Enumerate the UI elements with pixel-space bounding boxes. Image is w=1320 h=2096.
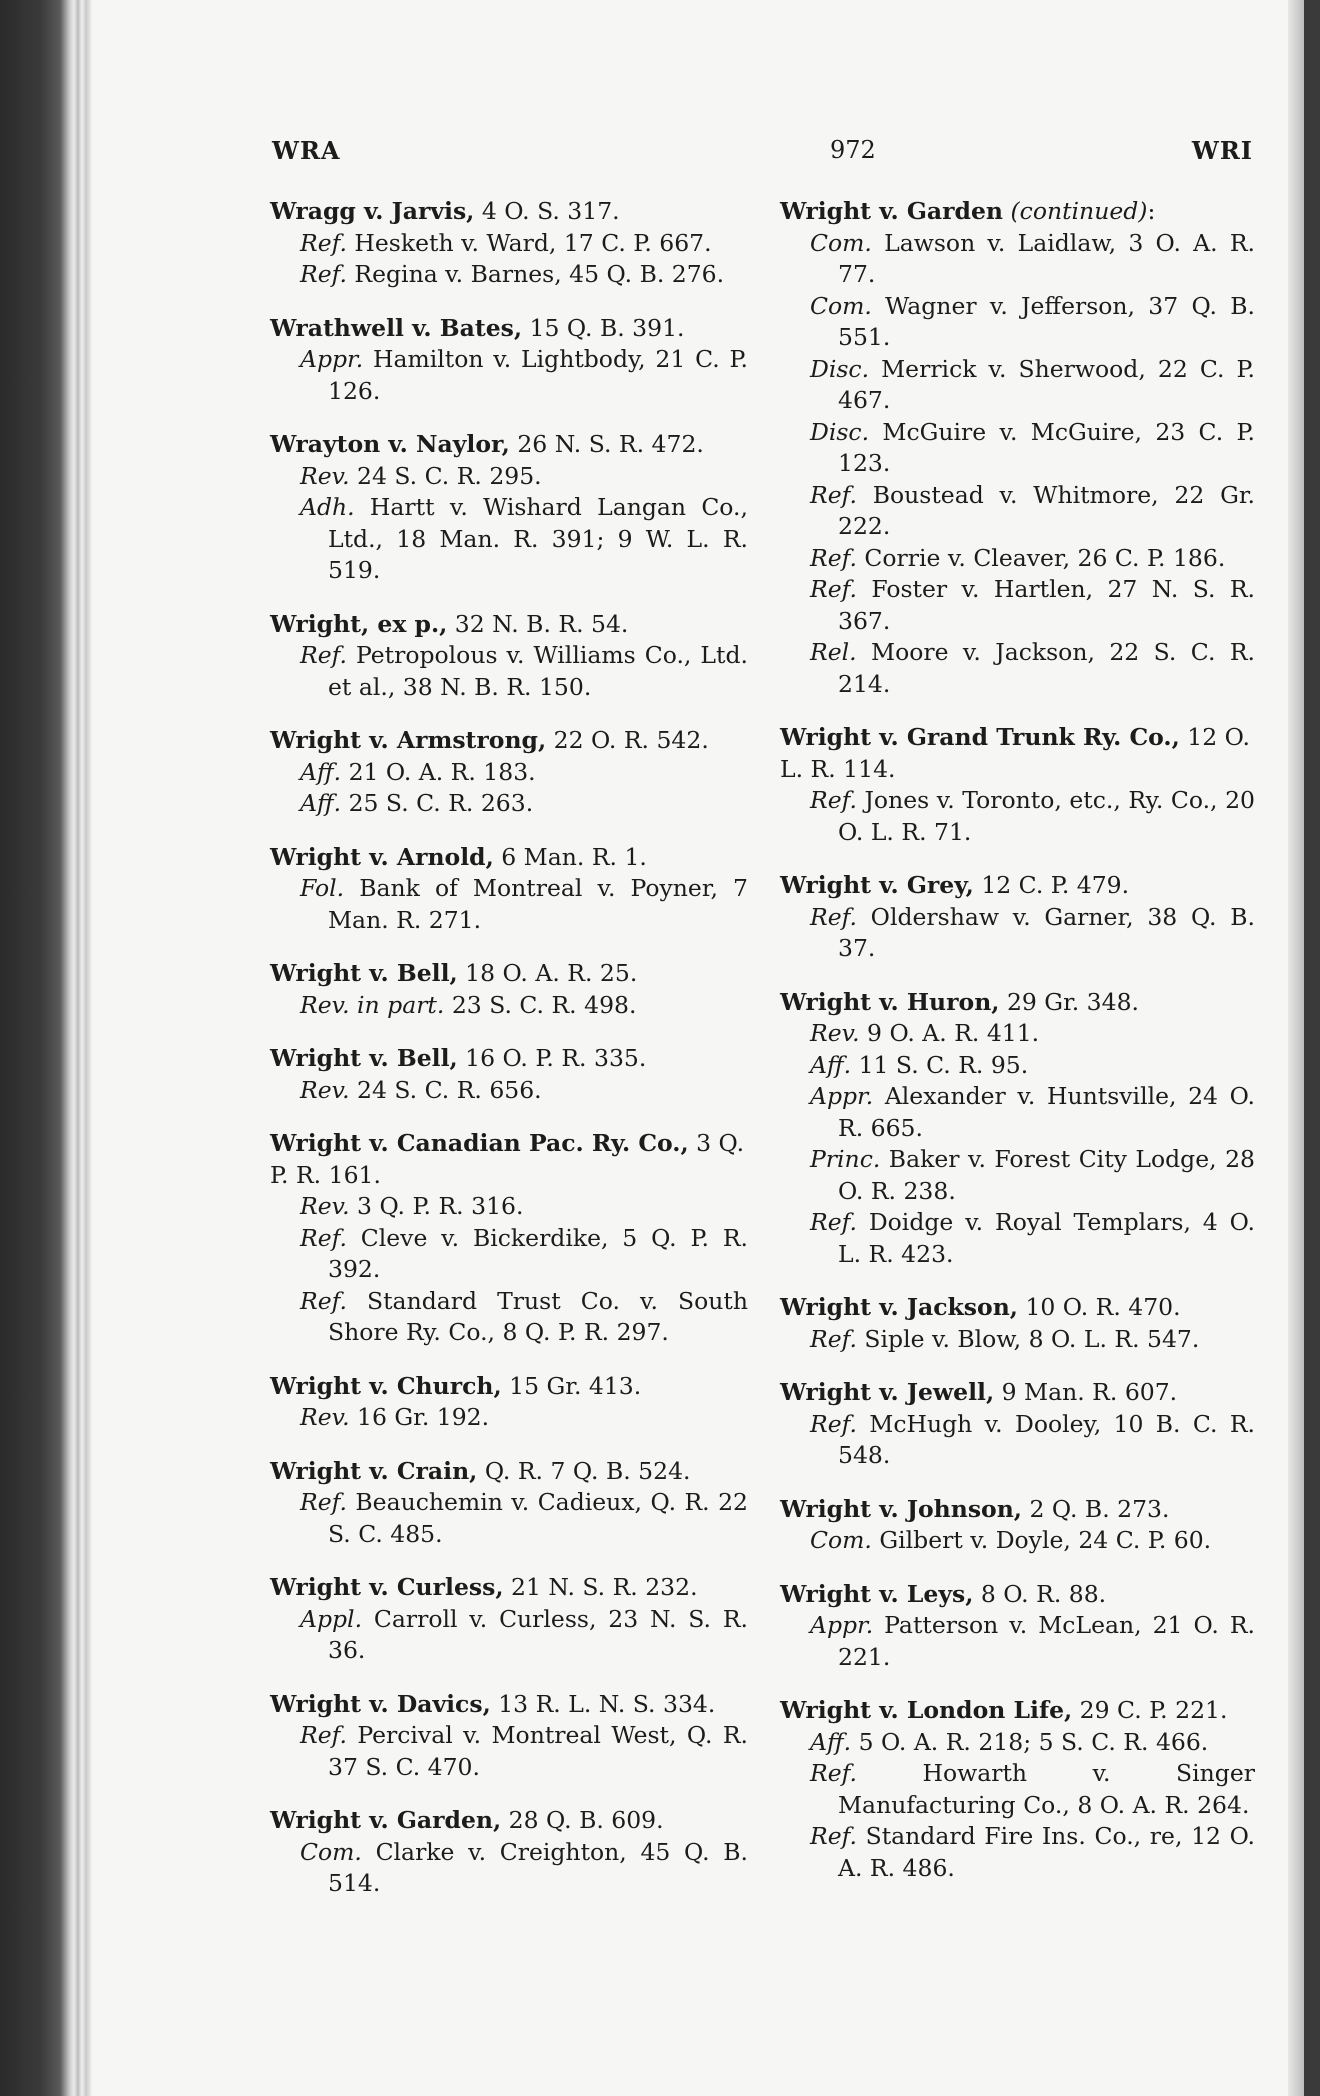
case-name: Wright v. Church,	[270, 1371, 502, 1400]
reference-text: Hamilton v. Lightbody, 21 C. P. 126.	[328, 345, 748, 405]
case-name: Wright v. Jewell,	[780, 1378, 995, 1406]
reference-text: Howarth v. Singer Manufacturing Co., 8 O. A. R. 264.	[838, 1759, 1255, 1819]
reference-line	[780, 1727, 1255, 1759]
case-entry	[270, 1689, 748, 1784]
case-heading	[270, 313, 748, 345]
reference-text: Merrick v. Sherwood, 22 C. P. 467.	[838, 354, 1255, 414]
case-entry	[270, 1043, 748, 1106]
treatment-label: Ref.	[810, 902, 857, 931]
case-entry	[270, 196, 748, 291]
reference-text: Lawson v. Laidlaw, 3 O. A. R. 77.	[838, 228, 1255, 288]
reference-line	[780, 1610, 1255, 1673]
case-heading	[270, 1572, 748, 1604]
treatment-label: Rel.	[810, 638, 857, 666]
reference-line	[780, 1144, 1255, 1207]
treatment-label: Adh.	[300, 493, 355, 521]
case-name: Wragg v. Jarvis,	[270, 197, 475, 225]
reference-line	[270, 1487, 748, 1550]
treatment-label: Aff.	[810, 1727, 852, 1756]
case-citation: 21 N. S. R. 232.	[503, 1573, 698, 1601]
treatment-label: Appr.	[300, 345, 364, 373]
reference-text: Standard Trust Co. v. South Shore Ry. Co., 8 Q. P. R. 297.	[328, 1286, 748, 1346]
right-column	[780, 196, 1255, 1906]
case-name: Wright v. Jackson,	[780, 1293, 1018, 1321]
reference-line	[780, 1525, 1255, 1557]
reference-line	[780, 785, 1255, 848]
treatment-label: Princ.	[810, 1145, 881, 1173]
reference-line	[270, 1720, 748, 1783]
reference-text: Wagner v. Jefferson, 37 Q. B. 551.	[838, 291, 1255, 351]
treatment-label: Disc.	[810, 354, 870, 383]
case-citation: 6 Man. R. 1.	[493, 842, 647, 871]
case-entry	[780, 987, 1255, 1271]
reference-line	[270, 1837, 748, 1900]
case-name: Wright v. Johnson,	[780, 1494, 1022, 1523]
reference-text: Regina v. Barnes, 45 Q. B. 276.	[346, 260, 725, 288]
case-heading	[780, 1494, 1255, 1526]
reference-text: Standard Fire Ins. Co., re, 12 O. A. R. 486.	[838, 1822, 1255, 1882]
case-entry	[780, 1292, 1255, 1355]
running-header	[178, 136, 1253, 172]
treatment-label: Ref.	[300, 1286, 347, 1315]
treatment-label: Ref.	[810, 1759, 857, 1787]
reference-text: Doidge v. Royal Templars, 4 O. L. R. 423.	[838, 1208, 1255, 1268]
reference-text: McGuire v. McGuire, 23 C. P. 123.	[838, 417, 1255, 477]
reference-line	[270, 788, 748, 820]
treatment-label: Ref.	[810, 1208, 857, 1236]
case-entry	[780, 1695, 1255, 1884]
treatment-label: Ref.	[810, 575, 857, 603]
case-entry	[270, 1805, 748, 1900]
case-entry	[270, 1371, 748, 1434]
case-name: Wright v. Bell,	[270, 959, 458, 987]
case-citation: 15 Gr. 413.	[501, 1371, 642, 1400]
case-heading	[270, 1805, 748, 1837]
treatment-label: Rev.	[300, 1403, 350, 1431]
treatment-label: Ref.	[810, 1324, 857, 1353]
left-column	[270, 196, 748, 1922]
treatment-label: Appl.	[300, 1604, 363, 1633]
reference-line	[780, 354, 1255, 417]
treatment-label: Ref.	[810, 543, 857, 572]
case-citation: 3 Q. P. R. 161.	[270, 1129, 745, 1189]
reference-text: 23 S. C. R. 498.	[444, 990, 637, 1019]
treatment-label: Rev.	[810, 1019, 860, 1047]
reference-line	[780, 1821, 1255, 1884]
case-name: Wright v. Leys,	[780, 1579, 974, 1608]
reference-text: Petropolous v. Williams Co., Ltd. et al., 38 N. B. R. 150.	[328, 641, 748, 701]
case-citation: 2 Q. B. 273.	[1022, 1494, 1170, 1523]
reference-line	[780, 1324, 1255, 1356]
case-heading	[270, 958, 748, 990]
reference-text: Siple v. Blow, 8 O. L. R. 547.	[856, 1324, 1200, 1353]
treatment-label: Rev. in part.	[300, 990, 445, 1019]
case-heading	[270, 1043, 748, 1075]
case-citation: Q. R. 7 Q. B. 524.	[477, 1456, 691, 1485]
reference-text: 21 O. A. R. 183.	[341, 757, 536, 786]
case-heading	[270, 842, 748, 874]
reference-line	[270, 1286, 748, 1349]
page-shadow	[1288, 0, 1304, 2096]
treatment-label: Ref.	[300, 1223, 347, 1252]
case-name: Wright v. Davics,	[270, 1689, 491, 1718]
case-entry	[270, 1128, 748, 1349]
reference-line	[780, 1018, 1255, 1050]
reference-line	[270, 1402, 748, 1434]
case-entry	[270, 842, 748, 937]
case-entry	[270, 1572, 748, 1667]
reference-line	[270, 344, 748, 407]
reference-line	[780, 1409, 1255, 1472]
reference-text: Oldershaw v. Garner, 38 Q. B. 37.	[838, 902, 1255, 962]
case-citation: 12 C. P. 479.	[973, 871, 1130, 899]
case-name: Wrathwell v. Bates,	[270, 313, 523, 342]
reference-text: McHugh v. Dooley, 10 B. C. R. 548.	[838, 1409, 1255, 1469]
book-page-edge	[0, 0, 92, 2096]
case-heading	[270, 609, 748, 641]
reference-line	[780, 480, 1255, 543]
reference-line	[270, 1191, 748, 1223]
treatment-label: Ref.	[810, 786, 857, 814]
reference-text: Percival v. Montreal West, Q. R. 37 S. C. 470.	[328, 1721, 748, 1781]
case-citation: 18 O. A. R. 25.	[457, 959, 638, 987]
continued-note: (continued)	[1010, 197, 1148, 225]
reference-text: Hesketh v. Ward, 17 C. P. 667.	[346, 228, 712, 257]
reference-line	[780, 574, 1255, 637]
reference-text: Alexander v. Huntsville, 24 O. R. 665.	[838, 1082, 1255, 1142]
case-name: Wright v. Garden,	[270, 1806, 502, 1834]
reference-line	[270, 228, 748, 260]
case-entry	[270, 725, 748, 820]
case-heading	[780, 870, 1255, 902]
treatment-label: Disc.	[810, 417, 870, 446]
treatment-label: Ref.	[810, 480, 857, 509]
case-entry	[270, 1456, 748, 1551]
header-right-guide-word: WRI	[1191, 136, 1253, 165]
case-citation: 16 O. P. R. 335.	[457, 1044, 647, 1072]
reference-text: Bank of Montreal v. Poyner, 7 Man. R. 271.	[328, 874, 748, 934]
case-heading	[270, 1689, 748, 1721]
reference-text: Clarke v. Creighton, 45 Q. B. 514.	[328, 1837, 748, 1897]
reference-text: 24 S. C. R. 295.	[349, 461, 542, 490]
reference-text: 25 S. C. R. 263.	[341, 789, 534, 817]
case-entry	[780, 1579, 1255, 1674]
reference-text: Boustead v. Whitmore, 22 Gr. 222.	[838, 480, 1255, 540]
case-citation: 32 N. B. R. 54.	[447, 609, 629, 638]
reference-line	[780, 291, 1255, 354]
reference-line	[780, 637, 1255, 700]
case-heading	[780, 1695, 1255, 1727]
reference-text: 16 Gr. 192.	[349, 1403, 490, 1431]
treatment-label: Com.	[810, 228, 872, 257]
treatment-label: Com.	[300, 1837, 362, 1866]
case-name: Wright v. Garden	[780, 197, 1003, 225]
reference-text: Beauchemin v. Cadieux, Q. R. 22 S. C. 485.	[328, 1488, 748, 1548]
reference-line	[270, 1223, 748, 1286]
reference-line	[270, 1604, 748, 1667]
case-name: Wright v. Crain,	[270, 1456, 478, 1485]
case-heading	[780, 722, 1255, 785]
reference-text: 9 O. A. R. 411.	[859, 1019, 1040, 1047]
reference-line	[780, 1758, 1255, 1821]
case-name: Wright v. Curless,	[270, 1573, 504, 1601]
case-heading	[780, 1377, 1255, 1409]
case-name: Wright v. Armstrong,	[270, 726, 547, 754]
case-heading	[270, 1371, 748, 1403]
case-entry	[780, 1494, 1255, 1557]
case-heading	[780, 1292, 1255, 1324]
treatment-label: Aff.	[810, 1050, 852, 1079]
treatment-label: Ref.	[300, 260, 347, 288]
reference-line	[270, 990, 748, 1022]
case-citation: 12 O. L. R. 114.	[780, 723, 1250, 783]
reference-text: Hartt v. Wishard Langan Co., Ltd., 18 Man. R. 391; 9 W. L. R. 519.	[328, 493, 748, 584]
reference-text: 11 S. C. R. 95.	[851, 1050, 1029, 1079]
treatment-label: Rev.	[300, 461, 350, 490]
case-citation: 9 Man. R. 607.	[994, 1378, 1178, 1406]
reference-text: 5 O. A. R. 218; 5 S. C. R. 466.	[851, 1727, 1209, 1756]
treatment-label: Rev.	[300, 1192, 350, 1220]
treatment-label: Ref.	[300, 641, 347, 669]
case-name: Wright, ex p.,	[270, 609, 448, 638]
reference-text: 24 S. C. R. 656.	[349, 1075, 542, 1104]
reference-line	[270, 1075, 748, 1107]
case-name: Wright v. Bell,	[270, 1044, 458, 1072]
reference-text: Patterson v. McLean, 21 O. R. 221.	[838, 1611, 1255, 1671]
treatment-label: Ref.	[300, 228, 347, 257]
case-citation: 8 O. R. 88.	[973, 1579, 1107, 1608]
case-citation: 29 Gr. 348.	[999, 987, 1139, 1016]
reference-line	[780, 1207, 1255, 1270]
case-entry	[270, 609, 748, 704]
case-heading	[780, 1579, 1255, 1611]
reference-line	[270, 873, 748, 936]
case-name: Wright v. Arnold,	[270, 842, 494, 871]
case-entry	[270, 958, 748, 1021]
reference-text: Baker v. Forest City Lodge, 28 O. R. 238.	[838, 1145, 1255, 1205]
case-name: Wright v. Canadian Pac. Ry. Co.,	[270, 1129, 689, 1157]
reference-text: Cleve v. Bickerdike, 5 Q. P. R. 392.	[328, 1223, 748, 1283]
case-entry	[780, 196, 1255, 700]
reference-line	[270, 757, 748, 789]
heading-colon: :	[1147, 197, 1156, 225]
case-name: Wright v. Grey,	[780, 871, 974, 899]
case-name: Wright v. London Life,	[780, 1696, 1073, 1724]
page-number: 972	[830, 136, 876, 164]
treatment-label: Rev.	[300, 1075, 350, 1104]
treatment-label: Ref.	[810, 1409, 857, 1438]
reference-text: Foster v. Hartlen, 27 N. S. R. 367.	[838, 575, 1255, 635]
reference-line	[270, 492, 748, 587]
treatment-label: Fol.	[300, 874, 345, 902]
case-entry	[270, 313, 748, 408]
treatment-label: Appr.	[810, 1611, 874, 1639]
case-entry	[780, 722, 1255, 848]
case-citation: 26 N. S. R. 472.	[509, 430, 704, 458]
case-heading	[270, 429, 748, 461]
case-citation: 15 Q. B. 391.	[522, 313, 685, 342]
reference-line	[780, 1081, 1255, 1144]
case-citation: 29 C. P. 221.	[1072, 1696, 1228, 1724]
case-citation: 10 O. R. 470.	[1017, 1293, 1181, 1321]
case-heading	[270, 196, 748, 228]
header-left-guide-word: WRA	[272, 136, 341, 165]
treatment-label: Com.	[810, 291, 872, 320]
case-name: Wright v. Grand Trunk Ry. Co.,	[780, 723, 1180, 751]
case-name: Wright v. Huron,	[780, 987, 1000, 1016]
reference-text: Corrie v. Cleaver, 26 C. P. 186.	[856, 543, 1226, 572]
treatment-label: Aff.	[300, 789, 342, 817]
case-name: Wrayton v. Naylor,	[270, 430, 510, 458]
case-citation: 4 O. S. 317.	[474, 197, 620, 225]
reference-text: Gilbert v. Doyle, 24 C. P. 60.	[871, 1526, 1212, 1554]
case-citation: 28 Q. B. 609.	[501, 1806, 664, 1834]
treatment-label: Ref.	[810, 1822, 857, 1850]
reference-text: Moore v. Jackson, 22 S. C. R. 214.	[838, 638, 1255, 698]
reference-line	[780, 228, 1255, 291]
case-heading	[780, 196, 1255, 228]
reference-line	[780, 902, 1255, 965]
case-citation: 13 R. L. N. S. 334.	[490, 1689, 716, 1718]
case-heading	[270, 725, 748, 757]
reference-line	[780, 543, 1255, 575]
reference-text: Carroll v. Curless, 23 N. S. R. 36.	[328, 1604, 748, 1664]
reference-line	[780, 417, 1255, 480]
case-entry	[780, 1377, 1255, 1472]
reference-line	[270, 461, 748, 493]
reference-line	[270, 259, 748, 291]
reference-text: Jones v. Toronto, etc., Ry. Co., 20 O. L. R. 71.	[838, 786, 1255, 846]
case-entry	[270, 429, 748, 587]
case-heading	[780, 987, 1255, 1019]
treatment-label: Ref.	[300, 1488, 347, 1516]
treatment-label: Ref.	[300, 1721, 347, 1749]
case-entry	[780, 870, 1255, 965]
reference-text: 3 Q. P. R. 316.	[349, 1192, 524, 1220]
case-citation: 22 O. R. 542.	[546, 726, 709, 754]
treatment-label: Appr.	[810, 1082, 874, 1110]
treatment-label: Com.	[810, 1526, 872, 1554]
case-heading	[270, 1456, 748, 1488]
reference-line	[780, 1050, 1255, 1082]
treatment-label: Aff.	[300, 757, 342, 786]
case-heading	[270, 1128, 748, 1191]
reference-line	[270, 640, 748, 703]
